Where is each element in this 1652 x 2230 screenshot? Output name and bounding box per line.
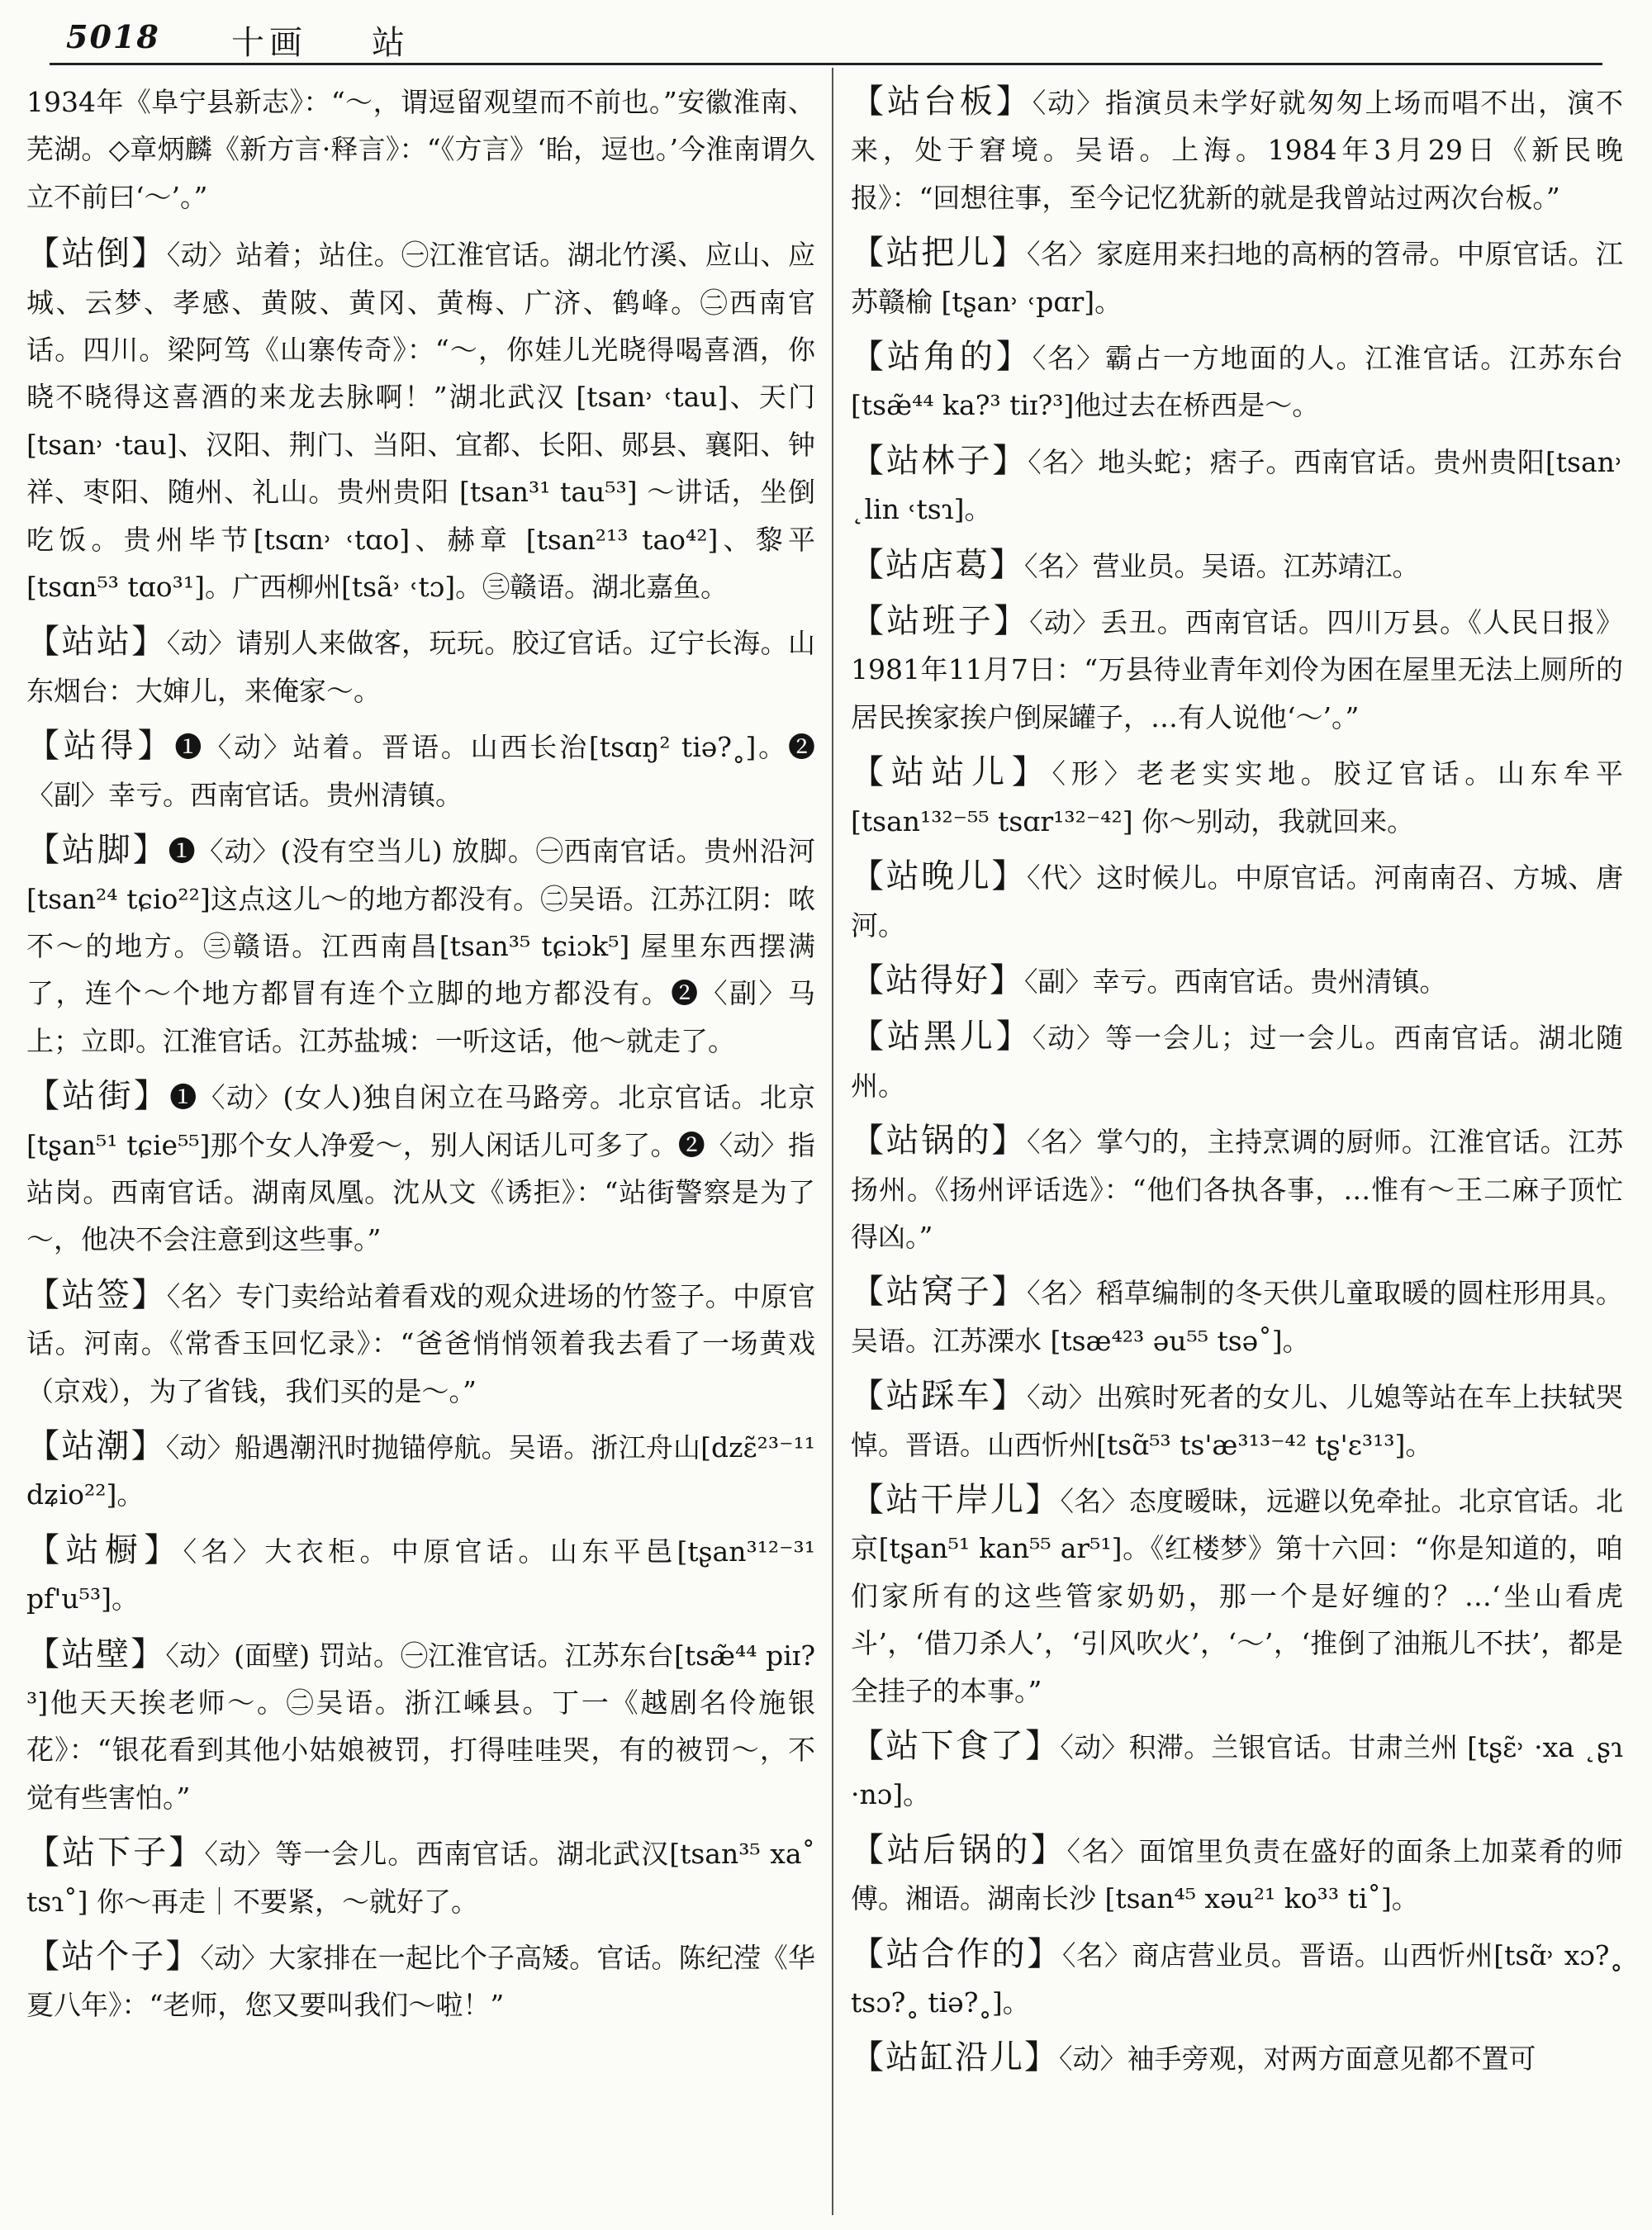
entry-definition: 〈动〉等一会儿；过一会儿。西南官话。湖北随州。 (851, 1022, 1624, 1102)
entry-definition: 〈名〉地头蛇；痞子。西南官话。贵州贵阳[tsan˒ ˛lin ˓tsɿ]。 (851, 445, 1624, 526)
entry-definition: 〈形〉老老实实地。胶辽官话。山东牟平[tsan¹³²⁻⁵⁵ tsɑr¹³²⁻⁴²] 你～别动，我就回来。 (851, 757, 1624, 837)
entry-headword: 【站锅的】 (851, 1122, 1027, 1160)
entry-definition: 〈名〉专门卖给站着看戏的观众进场的竹签子。中原官话。河南。《常香玉回忆录》：“爸爸悄悄领着我去看了一场黄戏（京戏），为了省钱，我们买的是～。” (26, 1279, 816, 1407)
entry-definition: 〈动〉袖手旁观，对两方面意见都不置可 (1059, 2043, 1536, 2076)
dictionary-entry (851, 598, 1623, 741)
entry-definition: 〈名〉态度暧昧，远避以免牵扯。北京官话。北京[tʂan⁵¹ kan⁵⁵ ar⁵¹]。《红楼梦》第十六回：“你是知道的，咱们家所有的这些管家奶奶，那一个是好缠的？…‘坐山看虎斗’，‘借刀杀人’，‘引风吹火’，‘～’，‘推倒了油瓶儿不扶’，都是全挂子的本事。” (851, 1484, 1623, 1707)
dictionary-entry (26, 723, 815, 818)
entry-definition: 〈动〉(面壁) 罚站。㊀江淮官话。江苏东台[tsæ̃⁴⁴ piɪ?³]他天天挨老师～。㊁吴语。浙江嵊县。丁一《越剧名伶施银花》：“银花看到其他小姑娘被罚，打得哇哇哭，有的被罚～，不觉有些害怕。” (26, 1639, 816, 1814)
entry-headword: 【站踩车】 (851, 1377, 1027, 1416)
dictionary-entry (26, 1527, 815, 1623)
dictionary-entry (26, 1073, 815, 1264)
dictionary-entry (851, 1723, 1623, 1819)
entry-definition: 〈动〉站着；站住。㊀江淮官话。湖北竹溪、应山、应城、云梦、孝感、黄陂、黄冈、黄梅、广济、鹤峰。㊁西南官话。四川。梁阿笃《山寨传奇》：“～，你娃儿光晓得喝喜酒，你晓不晓得这喜酒的来龙去脉啊！”湖北武汉 [tsan˒ ˓tau]、天门 [tsan˒ ·tau]、汉阳、荆门、当阳、宜都、长阳、郧县、襄阳、钟祥、枣阳、随州、礼山。贵州贵阳 [tsan³¹ tau⁵³] ～讲话，坐倒吃饭。贵州毕节[tsɑn˒ ˓tɑo]、赫章 [tsan²¹³ tao⁴²]、黎平 [tsɑn⁵³ tɑo³¹]。广西柳州[tsã˒ ˓tɔ]。㊂赣语。湖北嘉鱼。 (26, 239, 816, 604)
entry-definition: 〈名〉营业员。吴语。江苏靖江。 (1024, 549, 1420, 582)
dictionary-entry (26, 1933, 815, 2029)
entry-definition: 1934年《阜宁县新志》：“～，谓逗留观望而不前也。”安徽淮南、芜湖。◇章炳麟《新方言·释言》：“《方言》‘眙，逗也。’今淮南谓久立不前曰‘～’。” (26, 86, 815, 213)
header-character: 站 (372, 24, 405, 62)
entry-definition: 〈名〉家庭用来扫地的高柄的笤帚。中原官话。江苏赣榆 [tʂan˒ ˓pɑr]。 (851, 238, 1624, 318)
entry-definition: 〈名〉稻草编制的冬天供儿童取暖的圆柱形用具。吴语。江苏溧水 [tsæ⁴²³ əu⁵⁵ tsə˚]。 (851, 1277, 1624, 1357)
entry-definition: 〈动〉出殡时死者的女儿、儿媳等站在车上扶轼哭悼。晋语。山西忻州[tsɑ̃⁵³ ts'æ³¹³⁻⁴² tʂ'ɛ³¹³]。 (851, 1381, 1624, 1461)
entry-headword: 【站角的】 (851, 338, 1032, 377)
dictionary-entry (26, 1631, 815, 1822)
entry-headword: 【站班子】 (851, 602, 1030, 641)
entry-headword: 【站台板】 (851, 83, 1032, 121)
entry-headword: 【站下子】 (26, 1834, 205, 1872)
entry-definition: 〈名〉商店营业员。晋语。山西忻州[tsɑ̃˒ xɔ?˳ tsɔ?˳ tiə?˳]。 (851, 1938, 1623, 2019)
entry-definition: 〈名〉霸占一方地面的人。江淮官话。江苏东台[tsæ̃⁴⁴ ka?³ tiɪ?³]他过去在桥西是～。 (851, 342, 1624, 422)
entry-definition: 〈名〉面馆里负责在盛好的面条上加菜肴的师傅。湘语。湖南长沙 [tsan⁴⁵ xəu²¹ ko³³ ti˚]。 (851, 1834, 1624, 1915)
entry-headword: 【站潮】 (26, 1426, 166, 1465)
entry-headword: 【站晚儿】 (851, 857, 1027, 896)
entry-headword: 【站壁】 (26, 1635, 166, 1673)
entry-definition: 〈动〉丢丑。西南官话。四川万县。《人民日报》1981年11月7日：“万县待业青年刘伶为困在屋里无法上厕所的居民挨家挨户倒屎罐子，…有人说他‘～’。” (851, 606, 1624, 733)
dictionary-entry (26, 1423, 815, 1519)
page-header (66, 12, 1602, 63)
entry-definition: 〈副〉幸亏。西南官话。贵州清镇。 (1024, 965, 1447, 998)
entry-definition: ❶〈动〉站着。晋语。山西长治[tsɑŋ² tiə?˳]。❷〈副〉幸亏。西南官话。贵州清镇。 (26, 731, 815, 811)
entry-definition: 〈动〉大家排在一起比个子高矮。官话。陈纪滢《华夏八年》：“老师，您又要叫我们～啦！” (26, 1942, 816, 2022)
entry-headword: 【站橱】 (26, 1530, 183, 1569)
dictionary-entry (851, 749, 1623, 845)
entry-headword: 【站合作的】 (851, 1934, 1063, 1973)
entry-headword: 【站站儿】 (851, 753, 1052, 792)
entry-headword: 【站街】 (26, 1077, 170, 1116)
dictionary-entry (26, 1272, 815, 1415)
dictionary-entry (851, 957, 1623, 1005)
entry-definition: 〈代〉这时候儿。中原官话。河南南召、方城、唐河。 (851, 861, 1624, 942)
dictionary-entry (851, 1013, 1623, 1109)
entry-headword: 【站站】 (26, 623, 167, 662)
right-column (851, 78, 1623, 2091)
dictionary-entry (851, 2034, 1623, 2082)
dictionary-entry (851, 542, 1623, 590)
entry-headword: 【站后锅的】 (851, 1830, 1067, 1869)
dictionary-entry (851, 1269, 1623, 1364)
dictionary-entry (851, 78, 1623, 221)
dictionary-entry (851, 1931, 1623, 2027)
entry-headword: 【站黑儿】 (851, 1018, 1032, 1056)
header-rule (50, 63, 1602, 65)
entry-headword: 【站签】 (26, 1275, 167, 1314)
entry-headword: 【站得好】 (851, 961, 1024, 999)
entry-definition: 〈名〉大衣柜。中原官话。山东平邑[tʂan³¹²⁻³¹ pf'u⁵³]。 (26, 1535, 816, 1616)
dictionary-entry (26, 827, 815, 1065)
entry-headword: 【站干岸儿】 (851, 1480, 1061, 1519)
page-number: 5018 (66, 18, 160, 55)
entry-headword: 【站脚】 (26, 831, 169, 870)
dictionary-entry (851, 334, 1623, 429)
dictionary-entry (851, 1827, 1623, 1923)
entry-definition: 〈动〉指演员未学好就匆匆上场而唱不出，演不来，处于窘境。吴语。上海。1984年3月29日《新民晚报》：“回想往事，至今记忆犹新的就是我曾站过两次台板。” (851, 87, 1624, 214)
dictionary-entry (851, 1117, 1623, 1260)
left-column (26, 78, 815, 2038)
dictionary-entry (851, 438, 1623, 534)
entry-definition: 〈动〉积滞。兰银官话。甘肃兰州 [tʂɛ̃˒ ·xa ˛ʂɿ ·nɔ]。 (851, 1731, 1624, 1811)
entry-headword: 【站下食了】 (851, 1727, 1061, 1765)
entry-definition: ❶〈动〉(女人)独自闲立在马路旁。北京官话。北京[tʂan⁵¹ tɕie⁵⁵]那个女人净爱～，别人闲话儿可多了。❷〈动〉指站岗。西南官话。湖南凤凰。沈从文《诱拒》：“站街警察是为了～，他决不会注意到这些事。” (26, 1081, 816, 1256)
entry-headword: 【站倒】 (26, 235, 167, 273)
entry-headword: 【站店葛】 (851, 545, 1024, 584)
dictionary-entry (26, 1829, 815, 1925)
entry-headword: 【站个子】 (26, 1938, 201, 1976)
dictionary-entry (851, 853, 1623, 949)
entry-definition: 〈动〉请别人来做客，玩玩。胶辽官话。辽宁长海。山东烟台：大婶儿，来俺家～。 (26, 627, 816, 707)
entry-headword: 【站林子】 (851, 441, 1028, 480)
entry-definition: ❶〈动〉(没有空当儿) 放脚。㊀西南官话。贵州沿河[tsan²⁴ tɕio²²]这点这儿～的地方都没有。㊁吴语。江苏江阴：哝不～的地方。㊂赣语。江西南昌[tsan³⁵ tɕiɔk⁵] 屋里东西摆满了，连个～个地方都冒有连个立脚的地方都没有。❷〈副〉马上；立即。江淮官话。江苏盐城：一听这话，他～就走了。 (26, 835, 815, 1057)
entry-definition: 〈动〉船遇潮汛时抛锚停航。吴语。浙江舟山[dzɛ̃²³⁻¹¹ dʑio²²]。 (26, 1431, 815, 1511)
entry-headword: 【站窝子】 (851, 1273, 1027, 1312)
dictionary-entry (26, 619, 815, 714)
header-section: 十画 (231, 24, 307, 62)
entry-definition: 〈动〉等一会儿。西南官话。湖北武汉[tsan³⁵ xa˚ tsɿ˚] 你～再走｜不要紧，～就好了。 (26, 1838, 816, 1918)
dictionary-entry (851, 1373, 1623, 1468)
entry-headword: 【站把儿】 (851, 234, 1027, 273)
entry-headword: 【站得】 (26, 727, 175, 766)
column-divider (832, 68, 833, 2215)
entry-continuation (26, 78, 815, 221)
dictionary-entry (851, 230, 1623, 325)
dictionary-entry (26, 230, 815, 610)
entry-headword: 【站缸沿儿】 (851, 2038, 1059, 2077)
entry-definition: 〈名〉掌勺的，主持烹调的厨师。江淮官话。江苏扬州。《扬州评话选》：“他们各执各事，…惟有～王二麻子顶忙得凶。” (851, 1126, 1624, 1253)
dictionary-entry (851, 1477, 1623, 1715)
